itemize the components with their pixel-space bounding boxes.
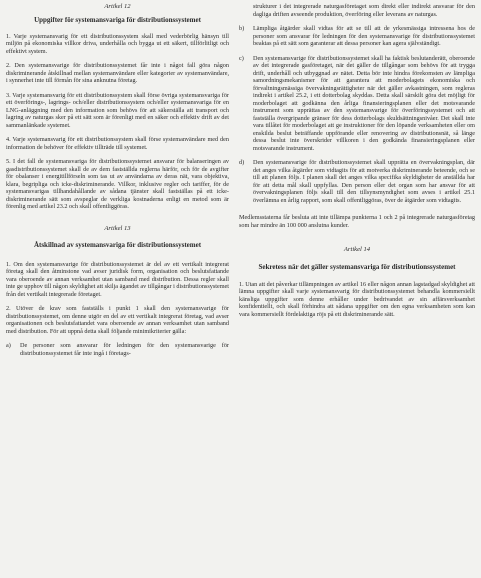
item-label: a): [6, 342, 11, 350]
article-14-title: Sekretess när det gäller systemansvariga för distributionssystemet: [258, 262, 456, 271]
article-13-paragraph-2: 2. Utöver de krav som fastställs i punkt 1 skall den systemansvarige för distributionssystemet, om denne utgör en del av ett vertikalt integrerat företag, vad avser organisationen och beslutsfattandet vara oberoende av annan verksamhet utan samband med distribution. För att uppnå detta skall följande minimikriterier gälla:: [6, 305, 229, 335]
article-13-item-b: [239, 25, 475, 48]
article-12-paragraph-4: 4. Varje systemansvarig för ett distributionssystem skall förse systemanvändare med den information de behöver för effektiv tillträde till systemet.: [6, 136, 229, 151]
article-13-title: Åtskillnad av systemansvariga för distributionssystemet: [33, 241, 202, 250]
article-13-item-d: [239, 159, 475, 204]
article-12-paragraph-1: 1. Varje systemansvarig för ett distributionssystem skall med vederbörlig hänsyn till miljön på ekonomiska villkor driva, underhålla och bygga ut ett säkert, tillförlitligt och effektivt system.: [6, 32, 229, 55]
item-text: strukturer i det integrerade naturgasföretaget som direkt eller indirekt ansvarar för den dagliga driften avseende produktion, överföring eller leverans av naturgas.: [253, 3, 475, 18]
article-14-paragraph-1: 1. Utan att det påverkar tillämpningen av artikel 16 eller någon annan lagstadgad skyldighet att lämna uppgifter skall varje systemansvarig för distributionssystemet behandla kommersiellt känsliga uppgifter som denne erhåller under bedrivandet av sin affärsverksamhet konfidentiellt, och skall förhindra att sådana uppgifter om den egna verksamheten som kan vara kommersiellt fördelaktiga röjs på ett diskriminerande sätt.: [239, 280, 475, 318]
article-13-paragraph-1: 1. Om den systemansvarige för distributionssystemet är del av ett vertikalt integrerat företag skall den åtminstone vad avser juridisk form, organisation och beslutsfattande vara oberoende av annan verksamhet utan samband med distribution. Dessa regler skall inte ge upphov till någon skyldighet att skilja ägandet av tillgångar i distributionssystemet från det vertikalt integrerade företaget.: [6, 260, 229, 298]
article-12-paragraph-3: 3. Varje systemansvarig för ett distributionssystem skall förse övriga systemansvariga för ett överförings-, lagrings- och/eller distributionssystem och/eller systemansvariga för en LNG-anläggning med den information som behövs för att säkerställa att transport och lagring av naturgas sker på ett sätt som är förenligt med en säker och effektiv drift av det sammanlänkade systemet.: [6, 91, 229, 129]
item-label: b): [239, 25, 245, 32]
item-a-continuation: [239, 3, 475, 18]
article-12-number: Artikel 12: [104, 3, 131, 10]
item-label: d): [239, 159, 245, 166]
article-12-paragraph-5: 5. I det fall de systemansvariga för distributionssystemet ansvarar för balanseringen av gasdistributionssystemet skall de av dem fastställda reglerna härför, och för de avgifter för obalanser i energitillförseln som tas ut av användarna av deras nät, vara objektiva, klara, begripliga och icke-diskriminerande. Villkor, inklusive regler och tariffer, för de systemansvarigas tillhandahållande av sådana tjänster skall fastställas på ett icke-diskriminerande sätt som avspeglar de verkliga kostnaderna enligt en metod som är förenlig med artikel 23.2 och skall offentliggöras.: [6, 158, 229, 211]
article-13-item-c: [239, 55, 475, 153]
article-14-number: Artikel 14: [343, 246, 371, 253]
right-column: [239, 0, 475, 318]
item-text: De personer som ansvarar för ledningen för den systemansvarige för distributionssystemet får inte ingå i företags-: [20, 342, 229, 357]
item-text: Den systemansvarige för distributionssystemet skall upprätta en övervakningsplan, där det anges vilka åtgärder som vidtagits för att motverka diskriminerande beteende, och se till att planen följs. I planen skall det anges vilka specifika skyldigheter de anställda har för att detta mål skall uppfyllas. Den person eller det organ som har ansvar för att övervakningsplanen följs skall till den tillsynsmyndighet som avses i artikel 25.1 överlämna en årlig rapport, som skall offentliggöras, över de åtgärder som vidtagits.: [253, 159, 475, 204]
member-states-paragraph: Medlemsstaterna får besluta att inte tillämpa punkterna 1 och 2 på integrerade naturgasföretag som har mindre än 100 000 anslutna kunder.: [239, 214, 475, 229]
article-12-paragraph-2: 2. Den systemansvarige för distributionssystemet får inte i något fall göra någon diskriminerande åtskillnad mellan systemanvändare eller kategorier av systemanvändare, i synnerhet inte till förmån för sina anknutna företag.: [6, 62, 229, 85]
article-13-number: Artikel 13: [104, 224, 131, 232]
article-13-item-a: [6, 342, 229, 357]
article-12-title: Uppgifter för systemansvariga för distributionssystemet: [34, 15, 201, 24]
item-text: Lämpliga åtgärder skall vidtas för att se till att de yrkesmässiga intressena hos de personer som ansvarar för ledningen för den systemansvarige för distributionssystemet beaktas på ett sätt som garanterar att dessa personer kan agera självständigt.: [253, 25, 475, 47]
item-text: Den systemansvarige för distributionssystemet skall ha faktisk beslutanderätt, oberoende av det integrerade gasföretaget, när det gäller de tillgångar som behövs för att trygga drift, underhåll och utbyggnad av nätet. Detta bör inte hindra förekomsten av lämpliga samordningsmekanismer för att garantera att moderbolagets ekonomiska och förvaltningsmässiga övervakningsrättigheter när det gäller avkastningen, som regleras indirekt i artikel 25.2, i ett dotterbolag skyddas. Detta skall särskilt göra det möjligt för moderbolaget att godkänna den årliga finansieringsplanen eller det motsvarande instrument som upprättas av den systemansvarige för överföringssystemet och att fastställa övergripande gränser för dess dotterbolags skuldsättningsnivåer. Det skall inte vara tillåtet för moderbolaget att ge instruktioner för den löpande verksamheten eller om enskilda beslut beträffande uppförande eller renovering av distributionsnät, så länge dessa beslut inte överskrider villkoren i den godkända finansieringsplanen eller motsvarande instrument.: [253, 54, 475, 152]
left-column: [6, 0, 229, 357]
item-label: c): [239, 54, 244, 62]
